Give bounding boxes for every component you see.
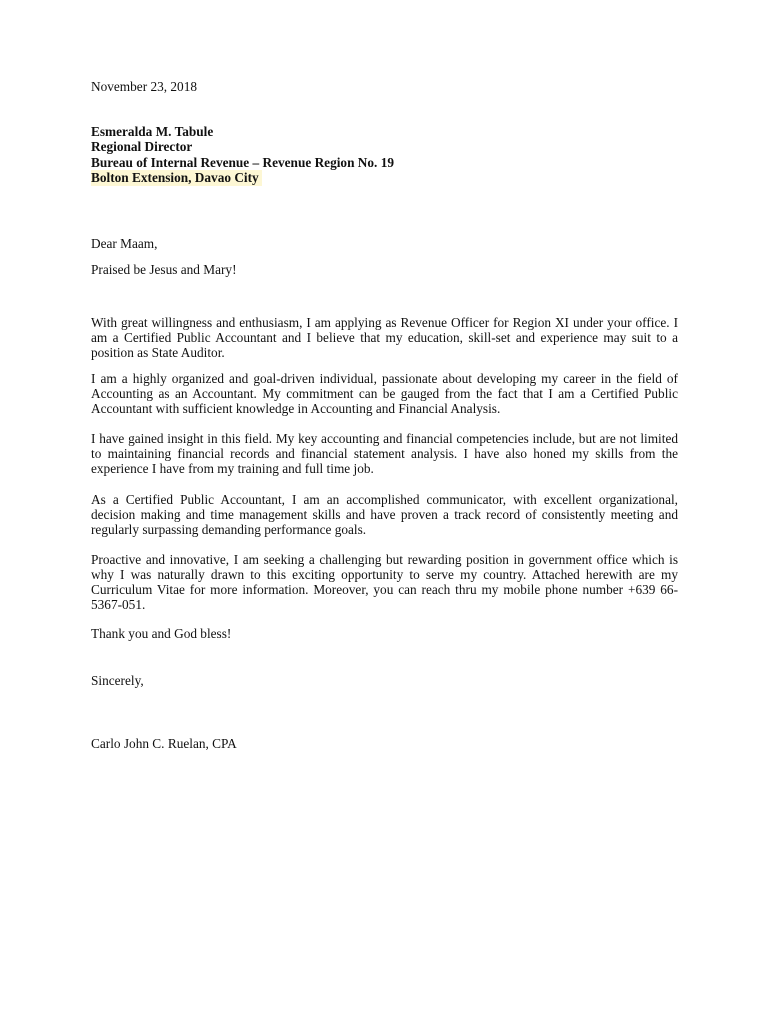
closing: Sincerely, [91,673,144,688]
paragraph-1: With great willingness and enthusiasm, I am applying as Revenue Officer for Region XI under your office. I am a Certified Public Accountant and I believe that my education, skill-set and experience may suit to a position as State Auditor. [91,315,678,360]
signature-name: Carlo John C. Ruelan, CPA [91,736,237,751]
recipient-name: Esmeralda M. Tabule [91,124,214,139]
thanks-line: Thank you and God bless! [91,626,232,641]
salutation: Dear Maam, [91,236,158,251]
paragraph-3: I have gained insight in this field. My key accounting and financial competencies include, but are not limited to maintaining financial records and financial statement analysis. I have also honed my skills from the experience I have from my training and full time job. [91,431,678,476]
greeting-line: Praised be Jesus and Mary! [91,262,237,277]
recipient-address: Bolton Extension, Davao City [91,170,262,186]
recipient-organization: Bureau of Internal Revenue – Revenue Region No. 19 [91,155,394,170]
recipient-title: Regional Director [91,139,193,154]
paragraph-2: I am a highly organized and goal-driven individual, passionate about developing my career in the field of Accounting as an Accountant. My commitment can be gauged from the fact that I am a Certified Public Accountant with sufficient knowledge in Accounting and Financial Analysis. [91,371,678,416]
paragraph-4: As a Certified Public Accountant, I am an accomplished communicator, with excellent organizational, decision making and time management skills and have proven a track record of consistently meeting and regularly surpassing demanding performance goals. [91,492,678,537]
recipient-address-line [91,170,262,185]
paragraph-5: Proactive and innovative, I am seeking a challenging but rewarding position in government office which is why I was naturally drawn to this exciting opportunity to serve my country. Attached herewith are my Curriculum Vitae for more information. Moreover, you can reach thru my mobile phone number +639 66-5367-051. [91,552,678,612]
letter-date: November 23, 2018 [91,79,197,94]
